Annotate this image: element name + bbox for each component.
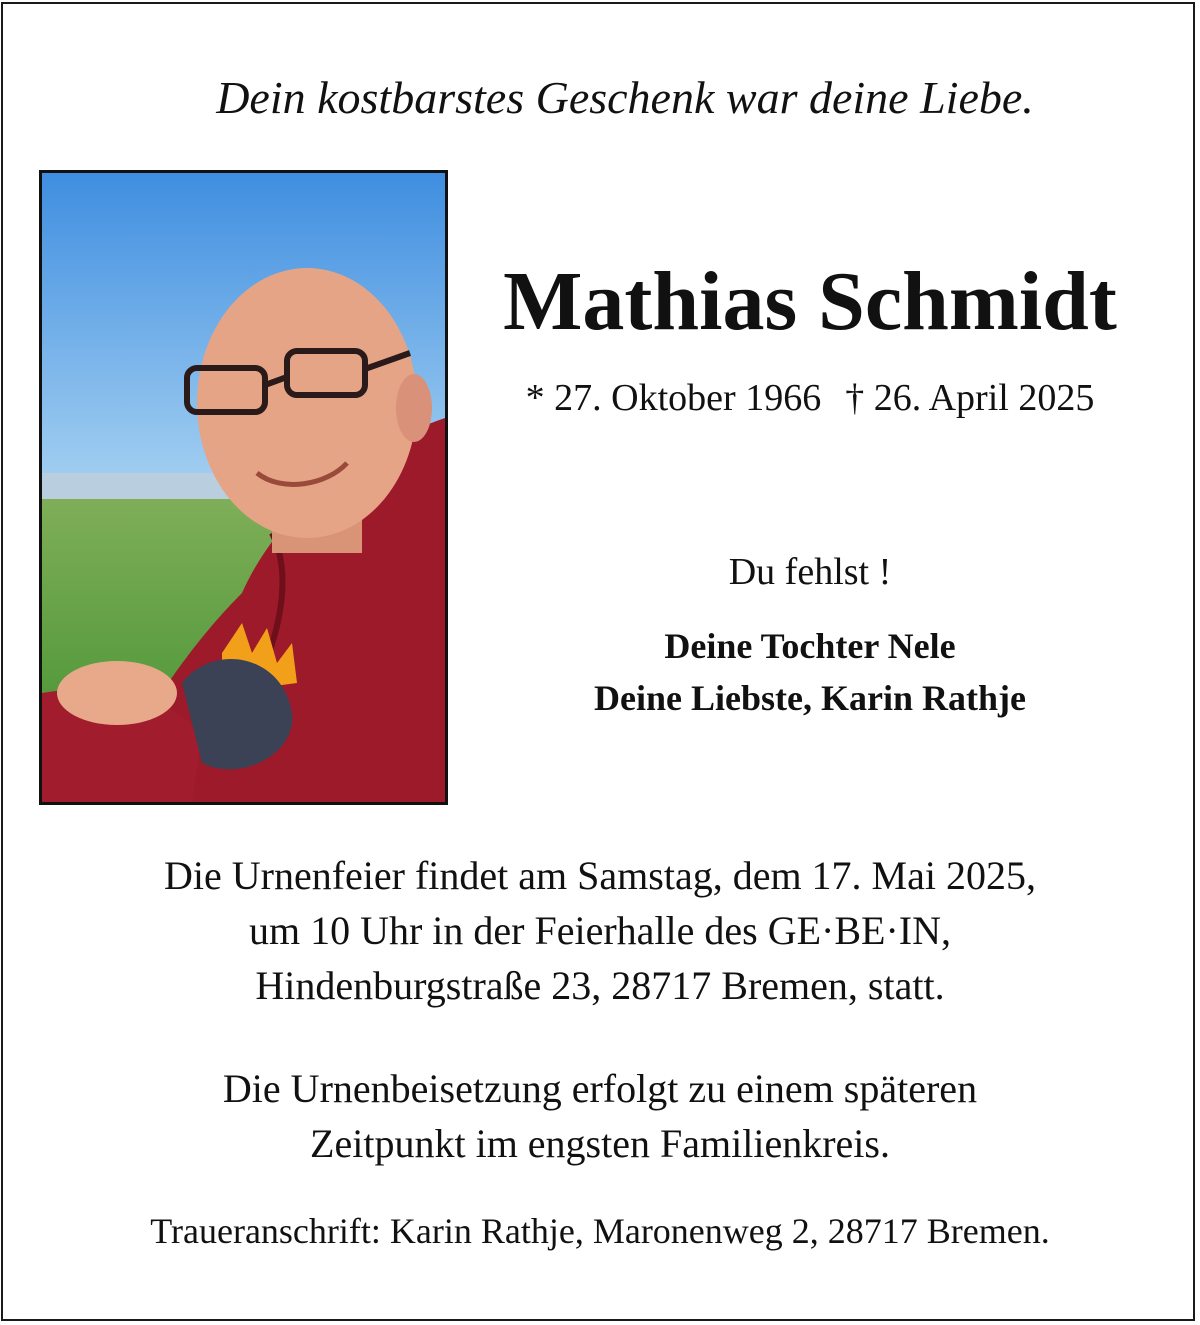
life-dates xyxy=(460,373,1160,423)
mourner-partner: Deine Liebste, Karin Rathje xyxy=(594,678,1026,718)
birth-date: * 27. Oktober 1966 xyxy=(525,377,822,419)
mourners-list xyxy=(460,620,1160,724)
death-date: † 26. April 2025 xyxy=(845,377,1095,419)
deceased-name: Mathias Schmidt xyxy=(503,255,1117,348)
burial-line: Zeitpunkt im engsten Familienkreis. xyxy=(310,1121,890,1166)
portrait-photo xyxy=(39,170,448,805)
mourner-daughter: Deine Tochter Nele xyxy=(664,626,956,666)
ceremony-line: um 10 Uhr in der Feierhalle des GE·BE·IN, xyxy=(248,908,952,953)
ceremony-notice xyxy=(0,848,1200,1013)
ceremony-line: Hindenburgstraße 23, 28717 Bremen, statt. xyxy=(255,963,945,1008)
portrait-image xyxy=(42,173,445,802)
farewell-message: Du fehlst ! xyxy=(728,551,892,593)
burial-notice xyxy=(0,1061,1200,1171)
burial-line: Die Urnenbeisetzung erfolgt zu einem späteren xyxy=(222,1066,978,1111)
motto: Dein kostbarstes Geschenk war deine Liebe. xyxy=(216,72,1034,123)
mourning-address: Traueranschrift: Karin Rathje, Maronenweg 2, 28717 Bremen. xyxy=(150,1211,1050,1251)
ceremony-line: Die Urnenfeier findet am Samstag, dem 17. Mai 2025, xyxy=(164,853,1036,898)
